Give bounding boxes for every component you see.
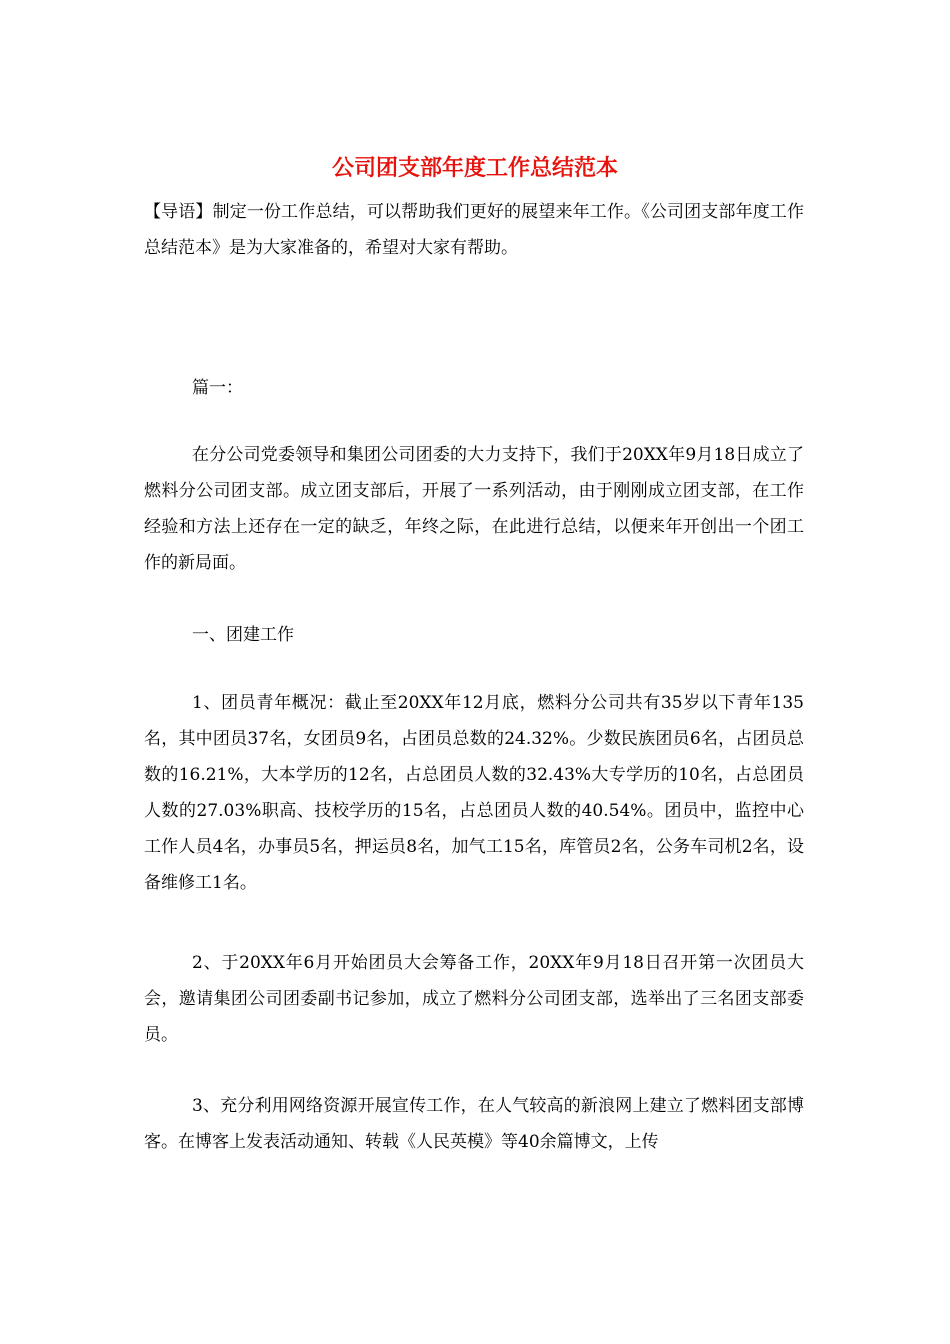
- section-heading: 一、团建工作: [192, 625, 294, 645]
- list-item: 2、于20XX年6月开始团员大会筹备工作，20XX年9月18日召开第一次团员大会，邀请集团公司团委副书记参加，成立了燃料分公司团支部，选举出了三名团支部委员。: [144, 953, 804, 1045]
- opening-paragraph: 在分公司党委领导和集团公司团委的大力支持下，我们于20XX年9月18日成立了燃料分公司团支部。成立团支部后，开展了一系列活动，由于刚刚成立团支部，在工作经验和方法上还存在一定的缺乏，年终之际，在此进行总结，以便来年开创出一个团工作的新局面。: [144, 445, 804, 573]
- list-item: 3、充分利用网络资源开展宣传工作，在人气较高的新浪网上建立了燃料团支部博客。在博客上发表活动通知、转载《人民英模》等40余篇博文，上传: [144, 1096, 804, 1152]
- part-label: 篇一：: [192, 378, 243, 398]
- intro-paragraph: 【导语】制定一份工作总结，可以帮助我们更好的展望来年工作。《公司团支部年度工作总结范本》是为大家准备的，希望对大家有帮助。: [144, 202, 804, 258]
- list-item: 1、团员青年概况：截止至20XX年12月底，燃料分公司共有35岁以下青年135名，其中团员37名，女团员9名，占团员总数的24.32%。少数民族团员6名，占团员总数的16.21%，大本学历的12名，占总团员人数的32.43%大专学历的10名，占总团员人数的27.03%职高、技校学历的15名，占总团员人数的40.54%。团员中，监控中心工作人员4名，办事员5名，押运员8名，加气工15名，库管员2名，公务车司机2名，设备维修工1名。: [144, 693, 804, 893]
- document-title: 公司团支部年度工作总结范本: [331, 155, 618, 181]
